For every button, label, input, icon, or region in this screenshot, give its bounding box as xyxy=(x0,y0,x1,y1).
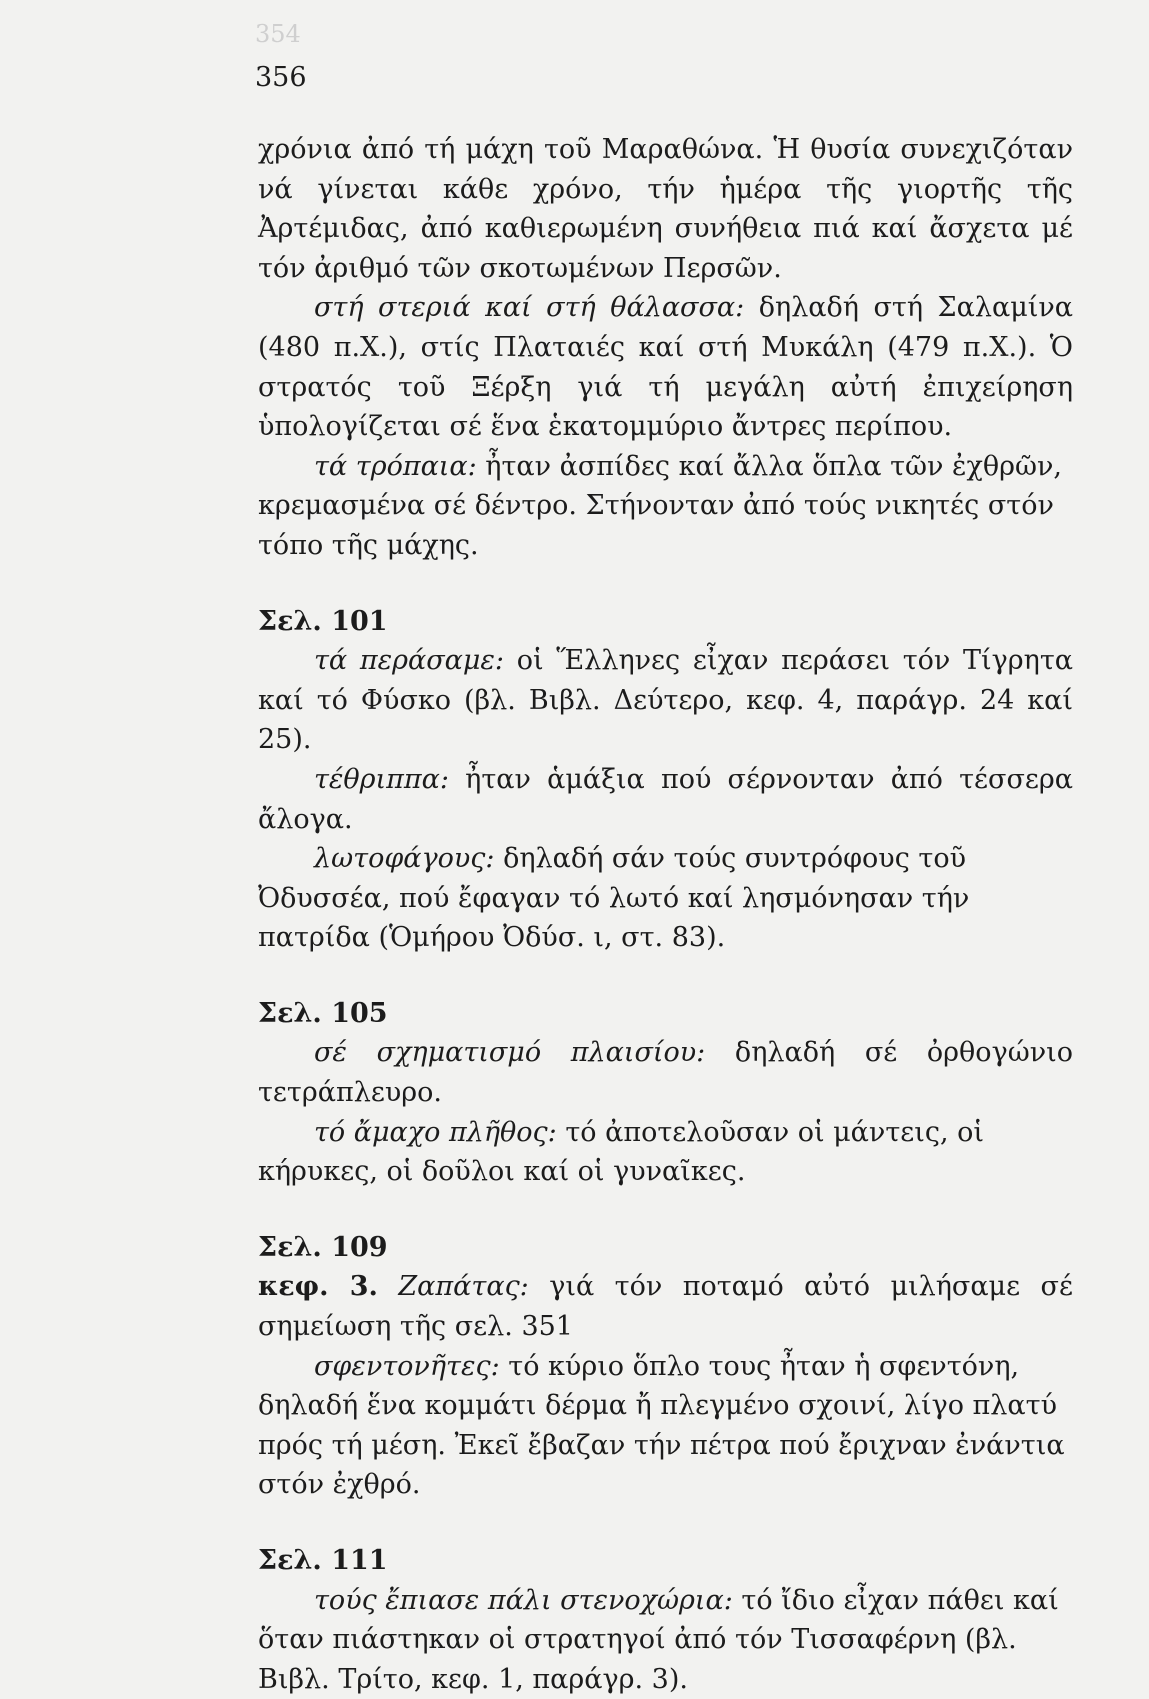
note-text: ἦταν ἀσπίδες καί ἄλλα ὅπλα τῶν ἐχθρῶν, κρεμασμένα σέ δέντρο. Στήνονταν ἀπό τούς νικητές στόν τόπο τῆς μάχης. xyxy=(258,450,1063,561)
note-text: δηλαδή σέ ὀρθογώνιο τετράπλευρο. xyxy=(258,1037,1073,1109)
note-term: σέ σχηματισμό πλαισίου: xyxy=(314,1037,706,1069)
note-text: τό κύριο ὅπλο τους ἦταν ἡ σφεντόνη, δηλαδή ἕνα κομμάτι δέρμα ἤ πλεγμένο σχοινί, λίγο πλατύ πρός τή μέση. Ἐκεῖ ἔβαζαν τήν πέτρα πού ἔριχναν ἐνάντια στόν ἐχθρό. xyxy=(258,1350,1065,1501)
note-term: τά περάσαμε: xyxy=(314,645,505,677)
section-heading-101: Σελ. 101 xyxy=(258,605,388,637)
page-number: 356 xyxy=(255,62,307,93)
note-text: τό ἴδιο εἶχαν πάθει καί ὅταν πιάστηκαν οἱ στρατηγοί ἀπό τόν Τισσαφέρνη (βλ. Βιβλ. Τρίτο, κεφ. 1, παράγρ. 3). xyxy=(258,1584,1059,1695)
note-text: τό ἀποτελοῦσαν οἱ μάντεις, οἱ κήρυκες, οἱ δοῦλοι καί οἱ γυναῖκες. xyxy=(258,1116,984,1188)
note-entry xyxy=(258,1267,1073,1346)
note-text: δηλαδή στή Σαλαμίνα (480 π.Χ.), στίς Πλαταιές καί στή Μυκάλη (479 π.Χ.). Ὁ στρατός τοῦ Ξέρξη γιά τή μεγάλη αὐτή ἐπιχείρηση ὑπολογίζεται σέ ἕνα ἑκατομμύριο ἄντρες περίπου. xyxy=(258,292,1073,443)
continued-paragraph: χρόνια ἀπό τή μάχη τοῦ Μαραθώνα. Ἡ θυσία συνεχιζόταν νά γίνεται κάθε χρόνο, τήν ἡμέρα τῆς γιορτῆς τῆς Ἀρτέμιδας, ἀπό καθιερωμένη συνήθεια πιά καί ἄσχετα μέ τόν ἀριθμό τῶν σκοτωμένων Περσῶν. xyxy=(258,134,1073,284)
note-entry xyxy=(258,1033,1073,1112)
section-gap xyxy=(258,1192,1073,1228)
note-entry xyxy=(258,1581,1073,1699)
note-term: στή στεριά καί στή θάλασσα: xyxy=(314,292,745,324)
note-term: σφεντονῆτες: xyxy=(314,1350,500,1382)
note-term: τά τρόπαια: xyxy=(314,450,477,482)
note-entry xyxy=(258,760,1073,839)
section-heading-105: Σελ. 105 xyxy=(258,997,388,1029)
section-gap xyxy=(258,566,1073,602)
note-term: τούς ἔπιασε πάλι στενοχώρια: xyxy=(314,1584,733,1616)
section-gap xyxy=(258,958,1073,994)
note-entry xyxy=(258,288,1073,446)
section-heading-111: Σελ. 111 xyxy=(258,1545,388,1576)
note-term: τέθριππα: xyxy=(314,763,449,795)
bleed-through-page-number: 354 xyxy=(255,20,301,48)
chapter-label: κεφ. 3. xyxy=(258,1271,378,1303)
note-entry xyxy=(258,1113,1073,1192)
page-body xyxy=(258,130,1073,1699)
note-text: οἱ Ἕλληνες εἶχαν περάσει τόν Τίγρητα καί τό Φύσκο (βλ. Βιβλ. Δεύτερο, κεφ. 4, παράγρ. 24 καί 25). xyxy=(258,645,1074,756)
note-entry xyxy=(258,447,1073,566)
note-entry xyxy=(258,1347,1073,1505)
section-gap xyxy=(258,1505,1073,1541)
note-term: τό ἄμαχο πλῆθος: xyxy=(314,1116,557,1148)
note-entry xyxy=(258,839,1073,958)
note-term: Ζαπάτας: xyxy=(398,1271,529,1303)
note-text: ἦταν ἁμάξια πού σέρνονταν ἀπό τέσσερα ἄλογα. xyxy=(258,763,1073,835)
note-entry xyxy=(258,641,1073,760)
note-text: γιά τόν ποταμό αὐτό μιλήσαμε σέ σημείωση τῆς σελ. 351 xyxy=(258,1271,1073,1343)
note-term: λωτοφάγους: xyxy=(314,843,495,875)
note-text: δηλαδή σάν τούς συντρόφους τοῦ Ὀδυσσέα, πού ἔφαγαν τό λωτό καί λησμόνησαν τήν πατρίδα (Ὁμήρου Ὀδύσ. ι, στ. 83). xyxy=(258,843,970,954)
section-heading-109: Σελ. 109 xyxy=(258,1231,388,1263)
